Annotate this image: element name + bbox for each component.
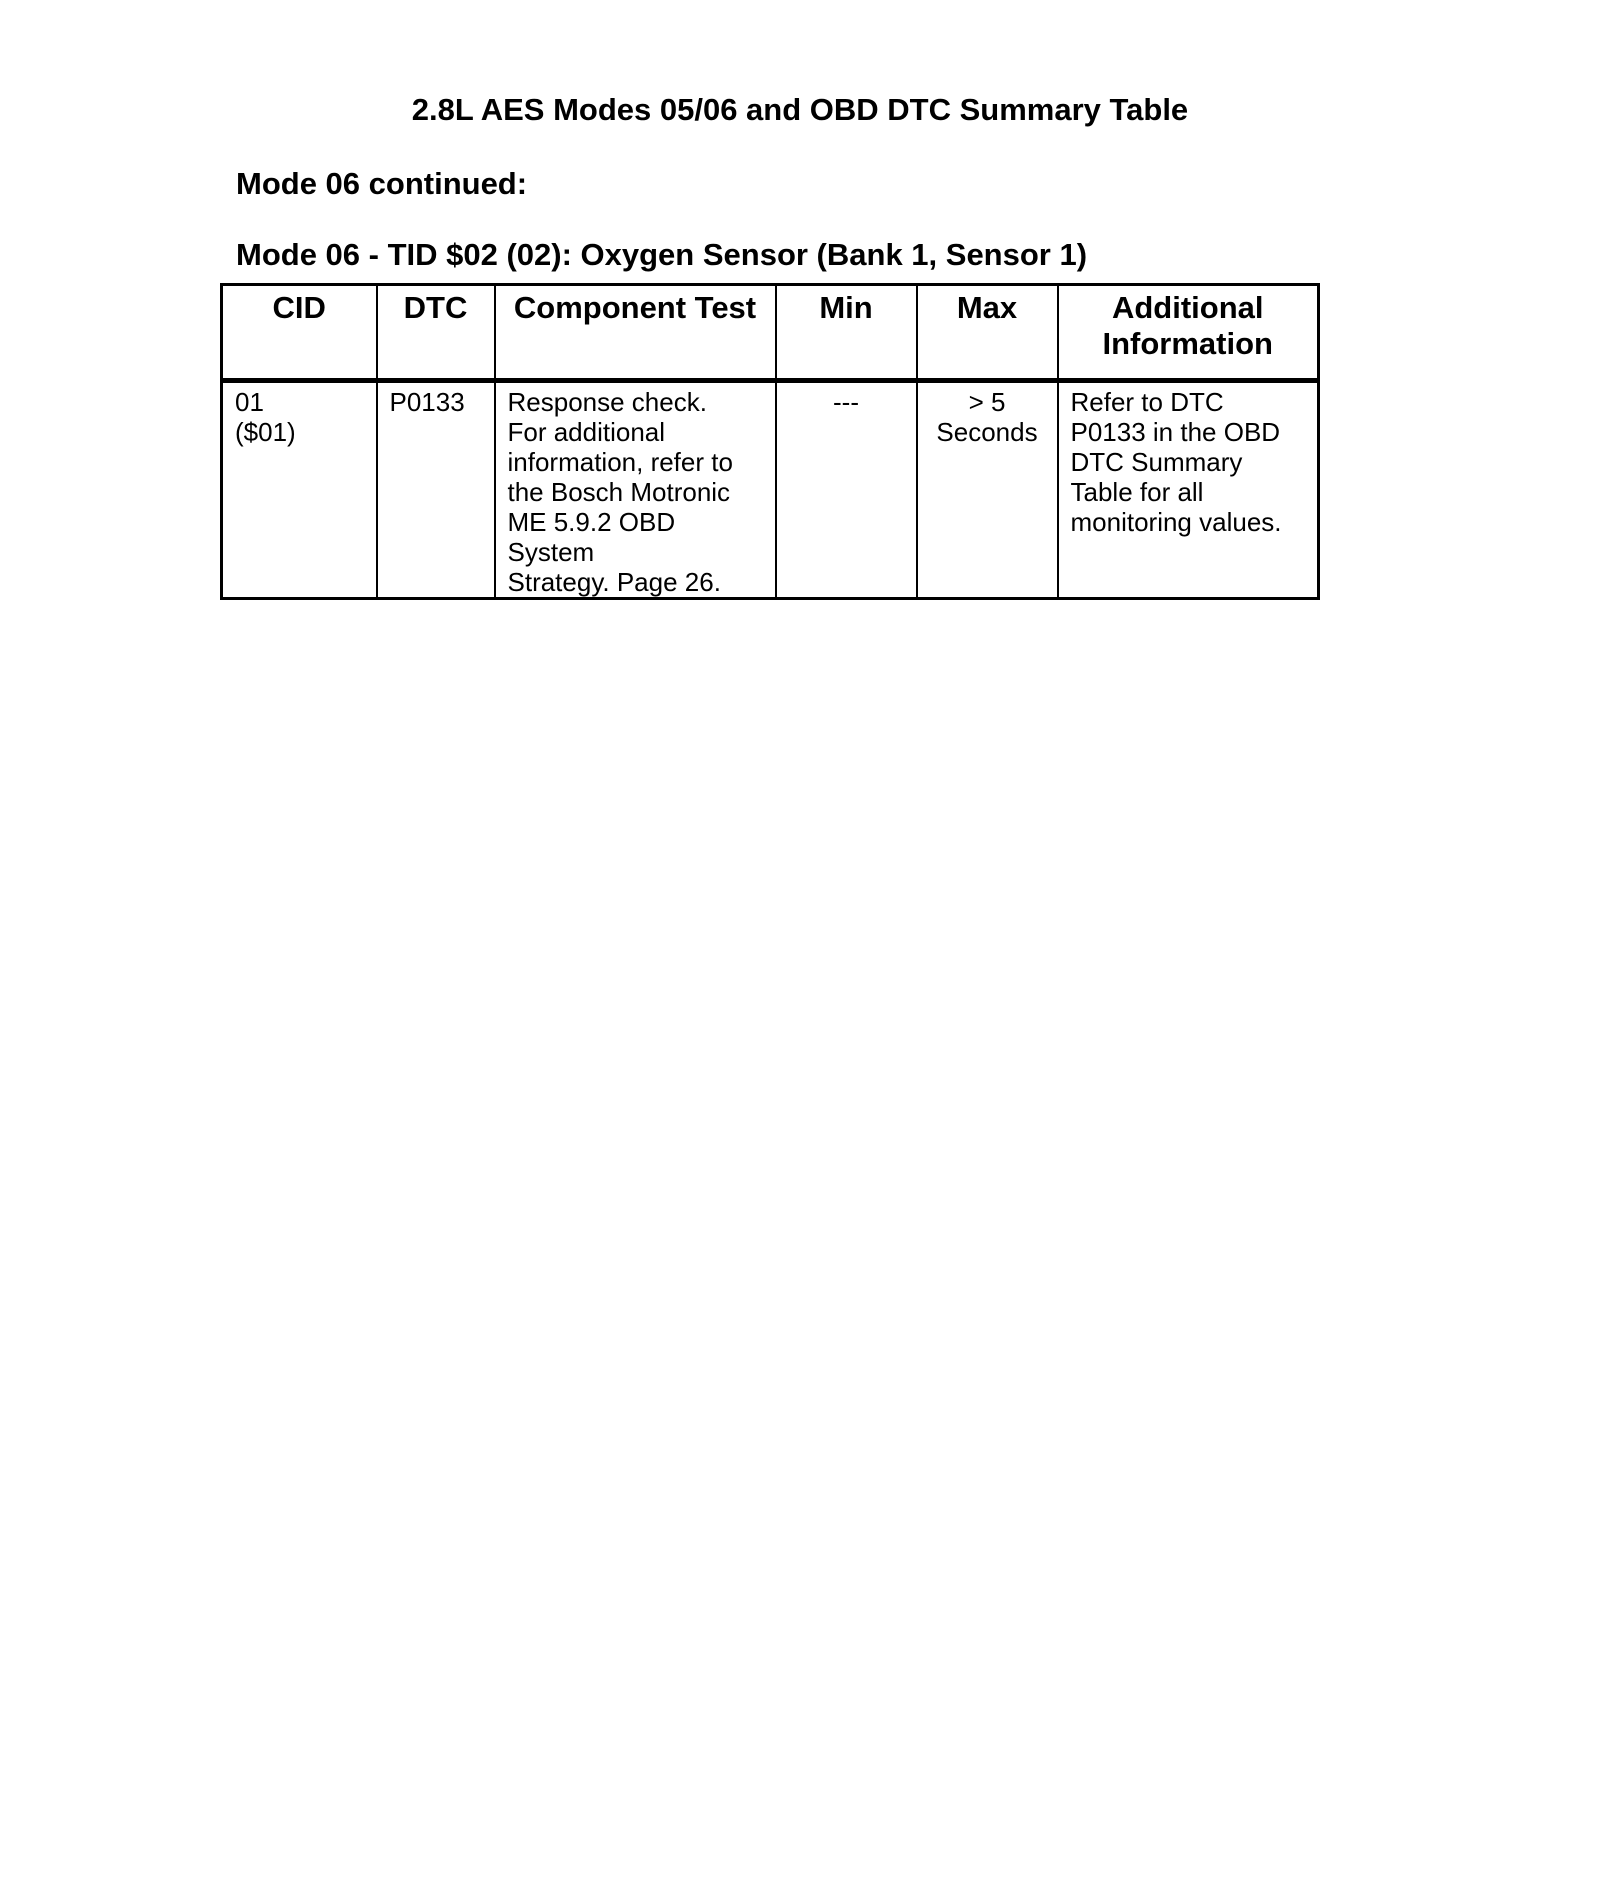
additional-information-line: monitoring values. — [1070, 507, 1282, 537]
header-additional-information — [1058, 285, 1319, 381]
table-row — [222, 381, 1319, 599]
header-additional-information-line: Information — [1102, 326, 1273, 361]
cell-additional-information — [1058, 381, 1319, 599]
header-dtc: DTC — [377, 285, 495, 381]
additional-information-line: Table for all — [1070, 477, 1204, 507]
header-additional-information-line: Additional — [1111, 290, 1264, 325]
cell-dtc: P0133 — [377, 381, 495, 599]
component-test-line: information, refer to — [507, 447, 733, 477]
section-heading: Mode 06 continued: — [236, 166, 528, 201]
header-cid: CID — [222, 285, 377, 381]
component-test-line: Strategy. Page 26. — [507, 567, 721, 597]
max-line: Seconds — [936, 417, 1038, 447]
component-test-line: For additional — [507, 417, 666, 447]
cell-min: --- — [776, 381, 917, 599]
document-title: 2.8L AES Modes 05/06 and OBD DTC Summary Table — [411, 92, 1189, 127]
mode06-summary-table — [220, 283, 1320, 600]
component-test-line: Response check. — [507, 387, 707, 417]
additional-information-line: P0133 in the OBD — [1070, 417, 1281, 447]
header-component-test: Component Test — [495, 285, 776, 381]
header-max: Max — [917, 285, 1058, 381]
additional-information-line: DTC Summary — [1070, 447, 1243, 477]
additional-information-line: Refer to DTC — [1070, 387, 1224, 417]
header-min: Min — [776, 285, 917, 381]
cid-line: ($01) — [235, 417, 296, 447]
cell-max — [917, 381, 1058, 599]
max-line: > 5 — [968, 387, 1006, 417]
cid-line: 01 — [235, 387, 264, 417]
cell-cid — [222, 381, 377, 599]
table-heading: Mode 06 - TID $02 (02): Oxygen Sensor (Bank 1, Sensor 1) — [236, 237, 1088, 272]
table-header-row — [222, 285, 1319, 381]
cell-component-test — [495, 381, 776, 599]
component-test-line: the Bosch Motronic — [507, 477, 731, 507]
component-test-line: ME 5.9.2 OBD — [507, 507, 676, 537]
component-test-line: System — [507, 537, 595, 567]
